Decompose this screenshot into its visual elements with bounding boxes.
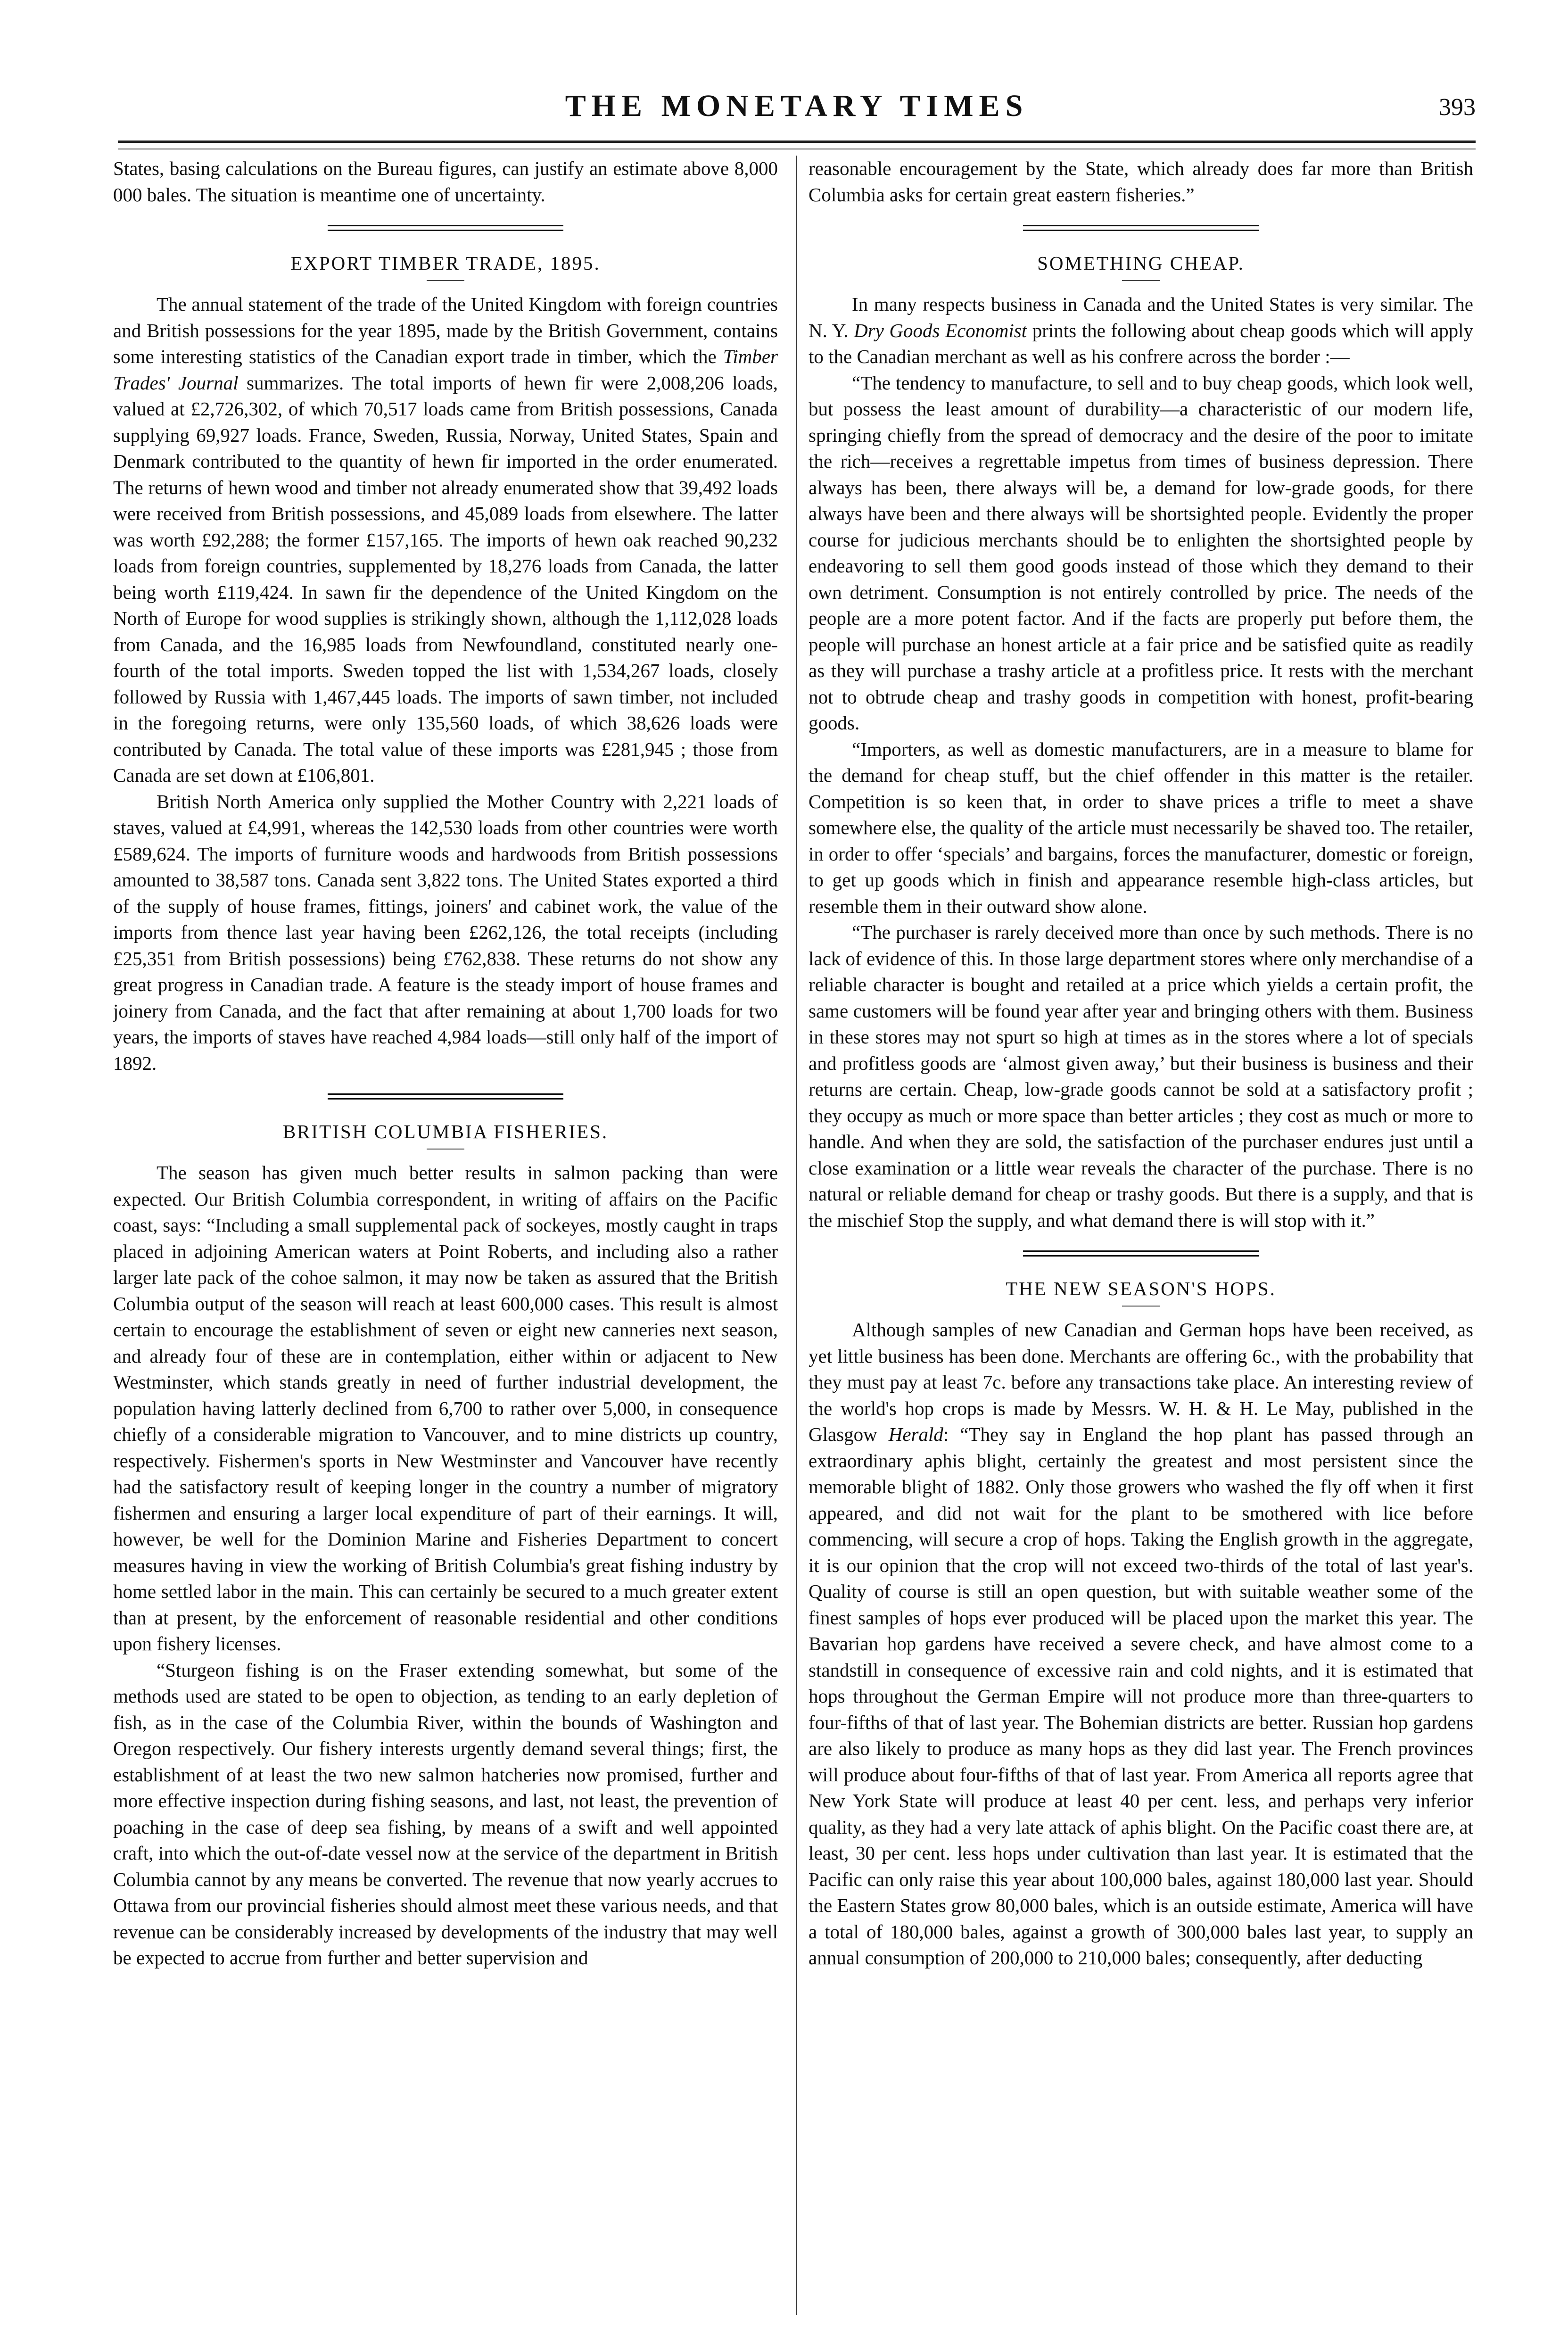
article-paragraph: In many respects business in Canada and the United States is very similar. The N. Y. Dry Goods Economist prints the following about cheap goods which will apply to the Canadian merchant as well as his confrere across the border :— [809,293,1473,367]
masthead-title: THE MONETARY TIMES [565,89,1029,123]
continued-paragraph: reasonable encouragement by the State, which already does far more than British Columbia asks for certain great eastern fisheries.” [809,157,1473,206]
journal-name: Timber Trades' Journal [113,346,778,394]
article-paragraph: “The tendency to manufacture, to sell and to buy cheap goods, which look well, but possess the least amount of durability—a characteristic of our modern life, springing chiefly from the spread of democracy and the desire of the poor to imitate the rich—receives a regrettable impetus from times of business depression. There always has been, there always will be, a demand for low-grade goods, for there always have been and there always will be shortsighted people. Evidently the proper course for judicious merchants should be to enlighten the shortsighted people by endeavoring to sell them good goods instead of those which they demand to their own detriment. Consumption is not entirely controlled by price. The needs of the people are a more potent factor. And if the facts are properly put before them, the people will purchase an honest article at a fair price and be satisfied quite as readily as they will purchase a trashy article at a profitless price. It rests with the merchant not to obtrude cheap and trashy goods in competition with honest, profit-bearing goods. [809,372,1473,734]
column-rule [796,156,797,2315]
section-divider [1023,1250,1259,1257]
title-underline [427,1149,464,1150]
article-paragraph: Although samples of new Canadian and German hops have been received, as yet little business has been done. Merchants are offering 6c., with the probability that they must pay at least 7c. before any transactions take place. An interesting review of the world's hop crops is made by Messrs. W. H. & H. Le May, published in the Glasgow Herald: “They say in England the hop plant has passed through an extraordinary aphis blight, certainly the greatest and most persistent since the memorable blight of 1882. Only those growers who washed the fly off when it first appeared, and did not wait for the plant to be smothered with lice before commencing, will secure a crop of hops. Taking the English growth in the aggregate, it is our opinion that the crop will not exceed two-thirds of the total of last year's. Quality of course is still an open question, but with suitable weather some of the finest samples of hops ever produced will be placed upon the market this year. The Bavarian hop gardens have received a severe check, and have almost come to a standstill in consequence of excessive rain and cold nights, and it is estimated that hops throughout the German Empire will not produce more than three-quarters to four-fifths of that of last year. The Bohemian districts are better. Russian hop gardens are also likely to produce as many hops as they did last year. The French provinces will produce about four-fifths of that of last year. From America all reports agree that New York State will produce at least 40 per cent. less, and perhaps very inferior quality, as they had a very late attack of aphis blight. On the Pacific coast there are, at least, 30 per cent. less hops under cultivation than last year. It is estimated that the Pacific can only raise this year about 100,000 bales, against 180,000 last year. Should the Eastern States grow 80,000 bales, which is an outside estimate, America will have a total of 180,000 bales, against a growth of 300,000 bales last year, to supply an annual consumption of 200,000 to 210,000 bales; consequently, after deducting [809,1319,1473,1969]
article-paragraph: The annual statement of the trade of the United Kingdom with foreign countries and British possessions for the year 1895, made by the British Government, contains some interesting statistics of the Canadian export trade in timber, which the Timber Trades' Journal summarizes. The total imports of hewn fir were 2,008,206 loads, valued at £2,726,302, of which 70,517 loads came from British possessions, Canada supplying 69,927 loads. France, Sweden, Russia, Norway, United States, Spain and Denmark contributed to the quantity of hewn fir imported in the order enumerated. The returns of hewn wood and timber not already enumerated show that 39,492 loads were received from British possessions, and 45,089 loads from elsewhere. The latter was worth £92,288; the former £157,165. The imports of hewn oak reached 90,232 loads from foreign countries, supplemented by 18,276 loads from Canada, the latter being worth £119,424. In sawn fir the dependence of the United Kingdom on the North of Europe for wood supplies is strikingly shown, although the 1,112,028 loads from Canada, and the 16,985 loads from Newfoundland, constituted nearly one-fourth of the total imports. Sweden topped the list with 1,534,267 loads, closely followed by Russia with 1,467,445 loads. The imports of sawn timber, not included in the foregoing returns, were only 135,560 loads, of which 38,626 loads were contributed by Canada. The total value of these imports was £281,945 ; those from Canada are set down at £106,801. [113,293,778,786]
title-underline [427,280,464,281]
section-divider [1023,225,1259,231]
title-underline [1122,1306,1160,1307]
article-title-hops: THE NEW SEASON'S HOPS. [1006,1278,1276,1299]
page-number: 393 [1439,94,1476,121]
article-title-cheap: SOMETHING CHEAP. [1037,252,1245,274]
header-rule [118,141,1476,149]
section-divider [328,225,563,231]
title-underline [1122,280,1160,281]
continued-paragraph: States, basing calculations on the Bureau figures, can justify an estimate above 8,000 000 bales. The situation is meantime one of uncertainty. [113,157,778,206]
article-title-fisheries: BRITISH COLUMBIA FISHERIES. [282,1121,609,1142]
right-column [809,156,1473,2324]
article-paragraph: The season has given much better results in salmon packing than were expected. Our British Columbia correspondent, in writing of affairs on the Pacific coast, says: “Including a small supplemental pack of sockeyes, mostly caught in traps placed in adjoining American waters at Point Roberts, and including also a rather larger late pack of the cohoe salmon, it may now be taken as assured that the British Columbia output of the season will reach at least 600,000 cases. This result is almost certain to encourage the establishment of seven or eight new canneries next season, and already four of these are in contemplation, either within or adjacent to New Westminster, which stands greatly in need of further industrial development, the population having latterly declined from 6,700 to rather over 5,000, in consequence chiefly of a considerable migration to Vancouver, and to mine districts up country, respectively. Fishermen's sports in New Westminster and Vancouver have recently had the satisfactory result of keeping longer in the country a number of migratory fishermen and ensuring a larger local expenditure of part of their earnings. It will, however, be well for the Dominion Marine and Fisheries Department to concert measures having in view the working of British Columbia's great fishing industry by home settled labor in the main. This can certainly be secured to a much greater extent than at present, by the enforcement of reasonable residential and other conditions upon fishery licenses. [113,1162,778,1654]
article-title-timber: EXPORT TIMBER TRADE, 1895. [290,252,601,274]
article-paragraph: “The purchaser is rarely deceived more than once by such methods. There is no lack of evidence of this. In those large department stores where only merchandise of a reliable character is bought and retailed at a price which yields a certain profit, the same customers will be found year after year and bringing others with them. Business in these stores may not spurt so high at times as in the stores where a lot of specials and profitless goods are ‘almost given away,’ but their business is business and their returns are certain. Cheap, low-grade goods cannot be sold at a satisfactory profit ; they occupy as much or more space than better articles ; they cost as much or more to handle. And when they are sold, the satisfaction of the purchaser endures just until a close examination or a little wear reveals the character of the purchase. There is no natural or reliable demand for cheap or trashy goods. But there is a supply, and that is the mischief Stop the supply, and what demand there is will stop with it.” [809,921,1473,1231]
article-paragraph: British North America only supplied the Mother Country with 2,221 loads of staves, valued at £4,991, whereas the 142,530 loads from other countries were worth £589,624. The imports of furniture woods and hardwoods from British possessions amounted to 38,587 tons. Canada sent 3,822 tons. The United States exported a third of the supply of house frames, fittings, joiners' and cabinet work, the value of the imports from thence last year having been £262,126, the total receipts (including £25,351 from British possessions) being £762,838. These returns do not show any great progress in Canadian trade. A feature is the steady import of house frames and joinery from Canada, and the fact that after remaining at about 1,700 loads for two years, the imports of staves have reached 4,984 loads—still only half of the import of 1892. [113,790,778,1074]
left-column [113,156,778,2324]
article-paragraph: “Importers, as well as domestic manufacturers, are in a measure to blame for the demand for cheap stuff, but the chief offender in this matter is the retailer. Competition is so keen that, in order to shave prices a trifle to meet a shave somewhere else, the quality of the article must necessarily be shaved too. The retailer, in order to offer ‘specials’ and bargains, forces the manufacturer, domestic or foreign, to get up goods which in finish and appearance resemble high-class articles, but resemble them in their outward show alone. [809,738,1473,917]
section-divider [328,1093,563,1100]
newspaper-name: Herald [888,1423,943,1445]
article-paragraph: “Sturgeon fishing is on the Fraser extending somewhat, but some of the methods used are stated to be open to objection, as tending to an early depletion of fish, as in the case of the Columbia River, within the bounds of Washington and Oregon respectively. Our fishery interests urgently demand several things; first, the establishment of at least the two new salmon hatcheries now promised, further and more effective inspection during fishing seasons, and last, not least, the prevention of poaching in the case of deep sea fishing, by means of a swift and well appointed craft, into which the out-of-date vessel now at the service of the department in British Columbia cannot by any means be converted. The revenue that now yearly accrues to Ottawa from our provincial fisheries should almost meet these various needs, and that revenue can be considerably increased by developments of the industry that may well be expected to accrue from further and better supervision and [113,1659,778,1969]
page-header [118,85,1476,137]
journal-name: Dry Goods Economist [854,319,1027,341]
